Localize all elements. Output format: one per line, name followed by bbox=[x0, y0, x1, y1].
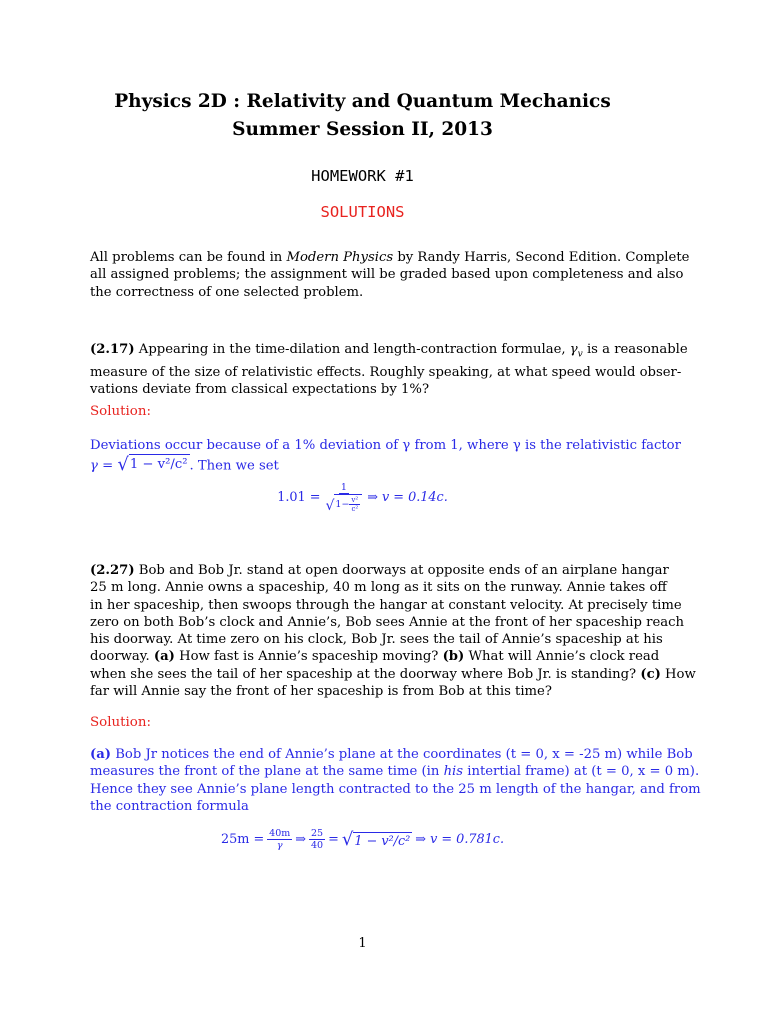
problem-2-27 bbox=[90, 562, 696, 700]
fraction-numerator: 25 bbox=[311, 828, 324, 839]
equation-2-17 bbox=[0, 482, 725, 513]
sqrt-body: 1 − v²/c² bbox=[354, 833, 411, 849]
problem-text: in her spaceship, then swoops through the hangar at constant velocity. At precisely time bbox=[90, 597, 682, 613]
problem-text: measure of the size of relativistic effects. Roughly speaking, at what speed would obser- bbox=[90, 364, 682, 380]
intro-text: by Randy Harris, Second Edition. Complete bbox=[393, 250, 690, 265]
fraction-denominator: c² bbox=[351, 505, 359, 513]
problem-text: How fast is Annie’s spaceship moving? bbox=[174, 649, 443, 665]
ratio-fraction bbox=[309, 828, 325, 851]
solution-text: measures the front of the plane at the same time (in bbox=[90, 764, 444, 780]
fraction-denominator: 40 bbox=[311, 840, 324, 851]
homework-heading: HOMEWORK #1 bbox=[311, 167, 414, 185]
problem-text: far will Annie say the front of her spaceship is from Bob at this time? bbox=[90, 684, 552, 700]
problem-text: 25 m long. Annie owns a spaceship, 40 m long as it sits on the runway. Annie takes off bbox=[90, 580, 667, 596]
solution-text: γ = bbox=[90, 458, 118, 474]
equation-rhs: ⇒ v = 0.14c. bbox=[367, 490, 448, 505]
emphasis-text: his bbox=[443, 764, 464, 780]
solution-text: . Then we set bbox=[189, 458, 279, 474]
sqrt-expression: √ 1 − v²/c² bbox=[117, 453, 188, 475]
solution-text: Hence they see Annie’s plane length contracted to the 25 m length of the hangar, and from bbox=[90, 781, 701, 797]
intro-text: All problems can be found in bbox=[90, 250, 287, 265]
gamma-symbol: γ bbox=[569, 342, 578, 357]
sqrt-body: 1 − v²/c² bbox=[129, 454, 190, 473]
part-label: (b) bbox=[442, 649, 465, 665]
equals-symbol: = bbox=[328, 832, 339, 847]
problem-text: doorway. bbox=[90, 649, 154, 665]
solution-label: Solution: bbox=[90, 715, 152, 730]
solution-label: Solution: bbox=[90, 404, 152, 419]
problem-text: zero on both Bob’s clock and Annie’s, Bob sees Annie at the front of her spaceship reach bbox=[90, 614, 684, 630]
book-title: Modern Physics bbox=[286, 250, 394, 265]
fraction-numerator: 1 bbox=[340, 482, 347, 493]
problem-text: when she sees the tail of her spaceship at the doorway where Bob Jr. is standing? bbox=[90, 666, 641, 682]
intro-paragraph bbox=[90, 249, 690, 301]
equation-lhs: 1.01 = bbox=[277, 490, 321, 505]
problem-text: How bbox=[660, 666, 696, 682]
solution-2-27 bbox=[90, 746, 701, 815]
part-label: (a) bbox=[153, 649, 175, 665]
gamma-subscript: v bbox=[577, 349, 583, 360]
solution-text: intertial frame) at (t = 0, x = 0 m). bbox=[463, 764, 700, 780]
problem-text: is a reasonable bbox=[582, 342, 688, 357]
part-label: (a) bbox=[90, 747, 112, 762]
document-subtitle: Summer Session II, 2013 bbox=[232, 119, 493, 140]
equation-lhs: 25m = bbox=[220, 832, 265, 847]
problem-number: (2.17) bbox=[90, 342, 135, 357]
page-number: 1 bbox=[358, 936, 367, 951]
sqrt-body: 1− bbox=[335, 499, 350, 510]
problem-text: Appearing in the time-dilation and length-contraction formulae, bbox=[134, 342, 570, 357]
solution-text: the contraction formula bbox=[90, 798, 249, 814]
intro-text: all assigned problems; the assignment will be graded based upon completeness and also bbox=[90, 267, 684, 283]
gamma-fraction bbox=[323, 482, 364, 513]
document-title: Physics 2D : Relativity and Quantum Mechanics bbox=[114, 91, 611, 112]
fraction-numerator: v² bbox=[351, 496, 359, 504]
equation-2-27 bbox=[0, 828, 725, 851]
part-label: (c) bbox=[640, 666, 661, 682]
fraction-numerator: 40m bbox=[269, 828, 291, 839]
solution-2-17 bbox=[90, 437, 681, 475]
problem-number: (2.27) bbox=[90, 563, 135, 578]
problem-text: What will Annie’s clock read bbox=[464, 649, 660, 665]
fraction-denominator: γ bbox=[276, 840, 283, 851]
solutions-heading: SOLUTIONS bbox=[320, 203, 405, 221]
length-fraction bbox=[267, 828, 292, 851]
solution-text: Deviations occur because of a 1% deviation of γ from 1, where γ is the relativistic factor bbox=[90, 438, 681, 453]
problem-text: Bob and Bob Jr. stand at open doorways at opposite ends of an airplane hangar bbox=[134, 563, 669, 578]
sqrt-expression: √ 1 − v²/c² bbox=[341, 828, 411, 850]
intro-text: the correctness of one selected problem. bbox=[90, 284, 364, 300]
problem-text: vations deviate from classical expectations by 1%? bbox=[90, 382, 430, 398]
sqrt-expression: √ 1− $\frac{\text{v²}}{\text{c²}}$ bbox=[325, 494, 362, 513]
implies-symbol: ⇒ bbox=[295, 832, 307, 847]
solution-text: Bob Jr notices the end of Annie’s plane at the coordinates (t = 0, x = -25 m) while Bob bbox=[111, 747, 693, 762]
problem-text: his doorway. At time zero on his clock, Bob Jr. sees the tail of Annie’s spaceship at his bbox=[90, 632, 663, 648]
equation-rhs: ⇒ v = 0.781c. bbox=[415, 832, 505, 847]
problem-2-17 bbox=[90, 341, 688, 399]
